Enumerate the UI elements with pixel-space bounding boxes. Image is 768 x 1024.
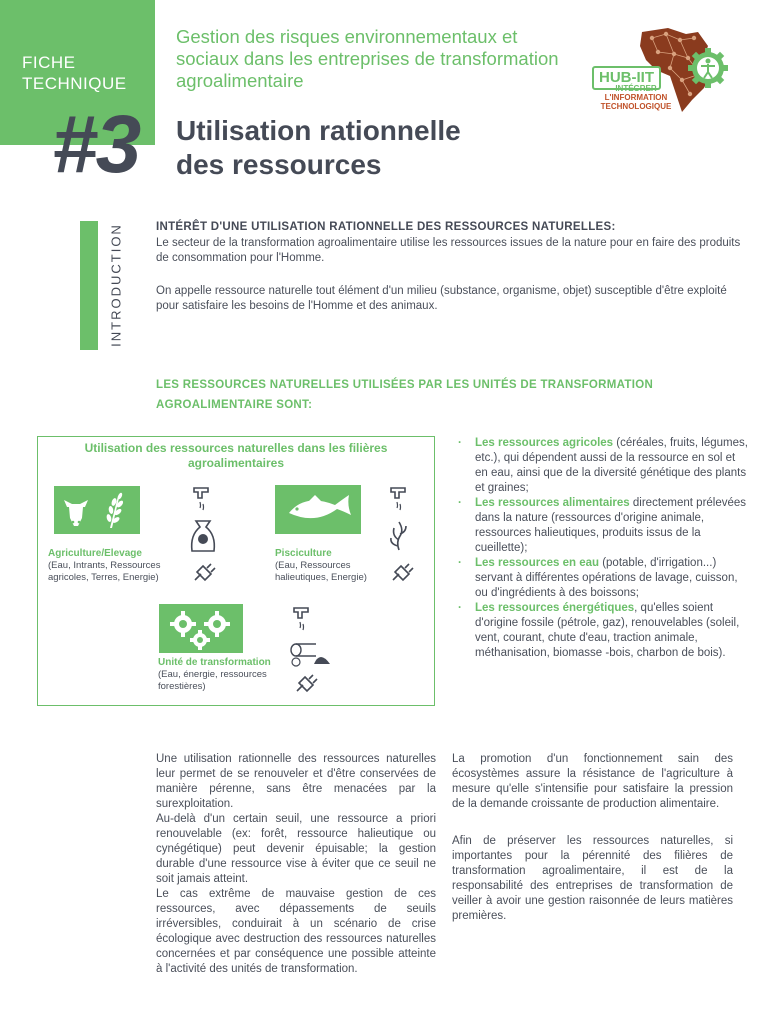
column-left-paragraph-1: Une utilisation rationnelle des ressources naturelles leur permet de se renouveler et d'être conservées de manière pérenne, sans être menacées par la surexploitation. [156,753,436,810]
bullet-term: Les ressources énergétiques [475,602,635,614]
resources-heading-line2: AGROALIMENTAIRE SONT: [156,399,313,411]
list-item: · Les ressources agricoles (céréales, fruits, légumes, etc.), qui dépendent aussi de la ressource en sol et en eau, ainsi que de la diversité génétique des plants et graines; [458,437,748,494]
seaweed-icon [386,518,412,552]
bullet-term: Les ressources agricoles [475,437,614,449]
unit-agriculture-title: Agriculture/Elevage [48,548,142,559]
intro-heading: INTÉRÊT D'UNE UTILISATION RATIONNELLE DES RESSOURCES NATURELLES: [156,221,616,233]
logo-badge: HUB-IIT [592,66,661,90]
logo-tag-line3: TECHNOLOGIQUE [600,102,672,111]
list-item: · Les ressources alimentaires directement prélevées dans la nature (ressources d'origine animale, ressources halieutiques, produits issus de la cueillette); [458,497,747,554]
cow-wheat-icon [54,486,140,534]
energy-plug-icon [387,560,415,586]
list-item: · Les ressources énergétiques, qu'elles soient d'origine fossile (pétrole, gaz), renouvelables (soleil, vent, courant, chute d'eau, traction animale, méthanisation, biomasse -bois, charbon de bois). [458,602,740,659]
logo-tag-line2: L'INFORMATION [604,93,668,102]
page-title-line2: des ressources [176,149,382,180]
water-tap-icon [288,604,318,636]
bullet-text: directement prélevées dans la nature (ressources d'origine animale, ressources halieutiques, produits issus de la cueillette); [475,497,747,554]
column-left-paragraph-3: Le cas extrême de mauvaise gestion de ces ressources, avec dépassements de seuils irréversibles, conduirait à un scénario de crise écologique avec destruction des ressources naturelles concernées et par conséquence une possible atteinte à l'activité des unités de transformation. [156,888,436,975]
page-title [176,114,596,182]
logo-tag-line1: INTÉGRER [615,84,657,93]
intro-paragraph-1: Le secteur de la transformation agroalimentaire utilise les ressources issues de la nature pour en faire des produits de consommation pour l'Homme. [156,237,741,264]
unit-transformation-desc: (Eau, énergie, ressources forestières) [158,669,267,692]
page-title-line1: Utilisation rationnelle [176,115,461,146]
resources-heading-line1: LES RESSOURCES NATURELLES UTILISÉES PAR LES UNITÉS DE TRANSFORMATION [156,379,654,391]
logs-icon [288,638,332,668]
gears-icon [159,604,243,653]
energy-plug-icon [291,671,319,697]
unit-transformation [158,657,288,693]
fertilizer-bag-icon [186,517,220,555]
water-tap-icon [385,484,415,516]
diagram-title: Utilisation des ressources naturelles dans les filières agroalimentaires [84,441,388,470]
unit-pisciculture-desc: (Eau, Ressources halieutiques, Energie) [275,560,367,583]
bullet-text: , qu'elles soient d'origine fossile (pétrole, gaz), renouvelables (soleil, vent, courant, chute d'eau, traction animale, méthanisation, biomasse -bois, charbon de bois). [475,602,740,659]
fiche-label-line2: TECHNIQUE [22,74,127,93]
bullet-term: Les ressources en eau [475,557,600,569]
intro-paragraph-2: On appelle ressource naturelle tout élément d'un milieu (substance, organisme, objet) susceptible d'être exploité pour satisfaire les besoins de l'Homme et des animaux. [156,285,727,312]
intro-vertical-text: INTRODUCTION [108,223,124,347]
intro-accent-bar [80,221,98,350]
page-subtitle: Gestion des risques environnementaux et sociaux dans les entreprises de transformation agroalimentaire [176,26,559,91]
resources-bullet-list [458,436,748,661]
column-left [156,752,436,977]
intro-vertical-label [104,221,128,350]
energy-plug-icon [189,560,217,586]
bullet-text: (potable, d'irrigation...) servant à différentes opérations de lavage, cuisson, ou d'ingrédients à des boissons; [475,557,738,599]
unit-agriculture-desc: (Eau, Intrants, Ressources agricoles, Terres, Energie) [48,560,161,583]
fiche-label-line1: FICHE [22,53,76,72]
fiche-technique-label [22,52,127,94]
unit-pisciculture-title: Pisciculture [275,548,332,559]
column-left-paragraph-2: Au-delà d'un certain seuil, une ressource a priori renouvelable (ex: forêt, ressource halieutique ou cynégétique) peut devenir épuisable; la gestion durable d'une ressource vise à éviter que ce seuil ne soit jamais atteint. [156,813,436,885]
unit-transformation-title: Unité de transformation [158,657,271,668]
bullet-text: (céréales, fruits, légumes, etc.), qui dépendent aussi de la ressource en sol et en eau, ainsi que de la diversité génétique des plants et graines; [475,437,748,494]
logo-tagline [596,84,676,111]
gear-person-icon [688,48,728,88]
unit-agriculture [48,548,178,584]
fish-icon [275,485,361,534]
water-tap-icon [188,484,218,516]
list-item: · Les ressources en eau (potable, d'irrigation...) servant à différentes opérations de lavage, cuisson, ou d'ingrédients à des boissons; [458,557,738,599]
fiche-number: #3 [52,99,140,190]
unit-pisciculture [275,548,405,584]
resources-heading [156,375,716,415]
bullet-term: Les ressources alimentaires [475,497,630,509]
column-right-paragraph-1: La promotion d'un fonctionnement sain des écosystèmes assure la résistance de l'agriculture à mesure qu'elle s'intensifie pour satisfaire la pression de la demande croissante de production alimentaire. [452,753,733,810]
column-right-paragraph-2: Afin de préserver les ressources naturelles, si importantes pour la pérennité des filières de transformation agroalimentaire, il est de la responsabilité des entreprises de transformation de veiller à avoir une gestion raisonnée de leurs matières premières. [452,835,733,922]
column-right [452,752,733,924]
